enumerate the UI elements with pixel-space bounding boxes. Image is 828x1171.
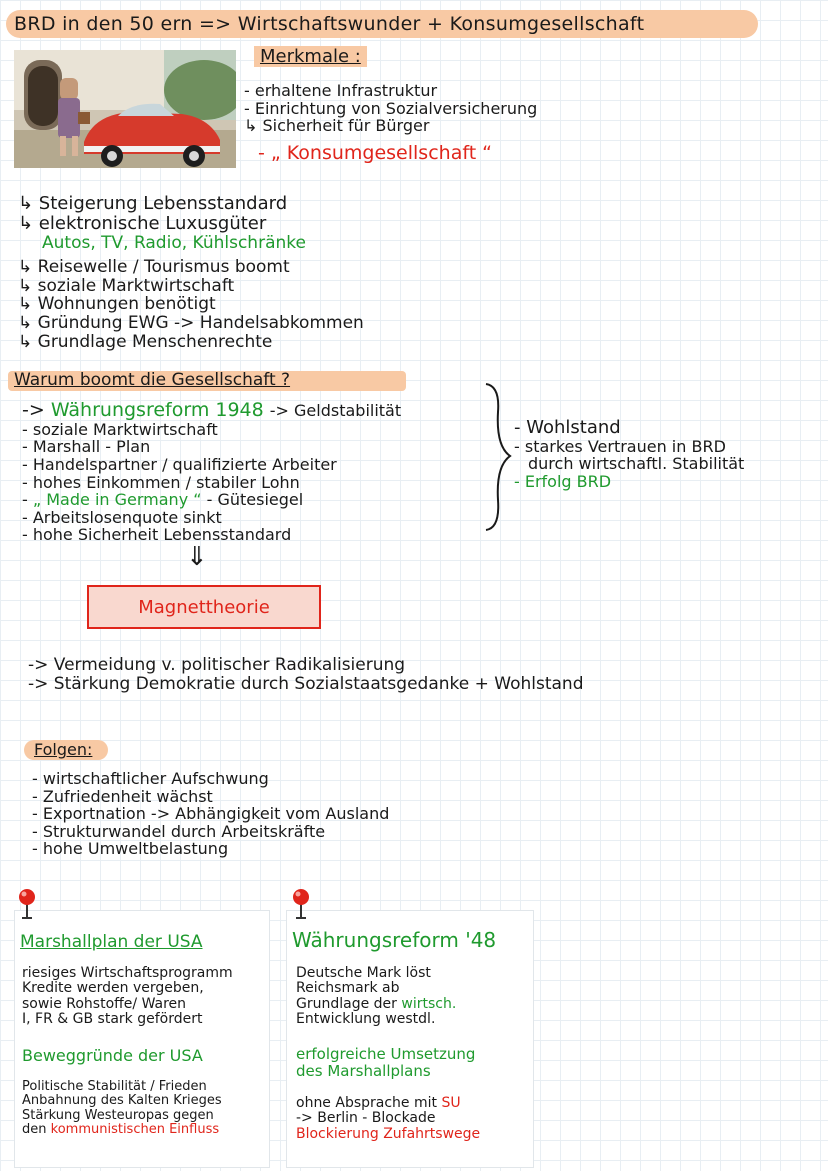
reasons-list [22, 400, 401, 544]
vintage-car-photo [14, 50, 236, 168]
warum-heading: Warum boomt die Gesellschaft ? [14, 370, 291, 390]
folgen-list [32, 770, 389, 858]
waehrungsreform-text [296, 966, 456, 1028]
pushpin-icon [290, 888, 312, 922]
list-item: ↳ Gründung EWG -> Handelsabkommen [18, 313, 364, 334]
list-item [22, 400, 401, 421]
text-line: I, FR & GB stark gefördert [22, 1011, 203, 1028]
dash: - [22, 490, 28, 510]
made-in-germany: „ Made in Germany “ [32, 490, 202, 510]
list-item: ↳ Reisewelle / Tourismus boomt [18, 257, 290, 277]
marshallplan-title: Marshallplan der USA [20, 932, 203, 952]
list-item: - Strukturwandel durch Arbeitskräfte [32, 821, 326, 841]
text-line: Reichsmark ab [296, 980, 400, 997]
text-line: erfolgreiche Umsetzung [296, 1045, 476, 1063]
list-item: - Erfolg BRD [514, 471, 612, 491]
list-item: - hohe Umweltbelastung [32, 839, 229, 859]
vermeidung-list [28, 656, 584, 693]
merkmale-list [244, 82, 537, 135]
list-item: - Einrichtung von Sozialversicherung [244, 98, 538, 118]
beweggruende-subtitle: Beweggründe der USA [22, 1046, 203, 1065]
text-line: sowie Rohstoffe/ Waren [22, 995, 187, 1012]
guetesiegel: - Gütesiegel [206, 490, 304, 510]
pushpin-icon [16, 888, 38, 922]
text-line: Entwicklung westdl. [296, 1011, 436, 1028]
waehrungsreform-title: Währungsreform '48 [292, 928, 497, 952]
arrow: -> [22, 399, 45, 421]
list-item: ↳ Wohnungen benötigt [18, 294, 216, 315]
list-item: ↳ Grundlage Menschenrechte [18, 331, 273, 352]
list-item: - Marshall - Plan [22, 437, 151, 457]
text-prefix: ohne Absprache mit [296, 1095, 438, 1111]
text-line: Deutsche Mark löst [296, 965, 431, 981]
list-item: ↳ elektronische Luxusgüter [18, 212, 267, 234]
marshallplan-text [22, 966, 233, 1028]
text-line [22, 1123, 222, 1137]
blockade-text [296, 1096, 480, 1142]
list-item: - Zufriedenheit wächst [32, 786, 213, 806]
text-line: Blockierung Zufahrtswege [296, 1125, 481, 1142]
waehrungsreform-highlight: Währungsreform 1948 [50, 399, 264, 421]
text-prefix: Grundlage der [296, 995, 397, 1012]
text-prefix: den [22, 1121, 47, 1137]
list-item: - starkes Vertrauen in BRD [514, 436, 726, 456]
text-line: Politische Stabilität / Frieden [22, 1079, 207, 1094]
text-line: Stärkung Westeuropas gegen [22, 1107, 214, 1123]
list-item: durch wirtschaftl. Stabilität [528, 454, 745, 474]
text-line: des Marshallplans [296, 1061, 431, 1080]
list-item: - Exportnation -> Abhängigkeit vom Ausland [32, 804, 390, 824]
list-item: ↳ Sicherheit für Bürger [244, 116, 430, 136]
text-line: Anbahnung des Kalten Krieges [22, 1093, 222, 1109]
list-item: - Wohlstand [514, 417, 621, 438]
konsumgesellschaft-label: - „ Konsumgesellschaft “ [258, 142, 493, 164]
list-item: - erhaltene Infrastruktur [244, 81, 438, 100]
merkmale-heading: Merkmale : [254, 46, 367, 67]
list-item: ↳ Steigerung Lebensstandard [18, 193, 288, 214]
kommunistisch-highlight: kommunistischen Einfluss [50, 1121, 220, 1137]
beweggruende-text [22, 1080, 222, 1137]
list-item: -> Stärkung Demokratie durch Sozialstaatsgedanke + Wohlstand [28, 673, 584, 694]
text-line [296, 1096, 480, 1111]
text-line [296, 997, 456, 1012]
text-line: Kredite werden vergeben, [22, 980, 204, 997]
wirtsch-highlight: wirtsch. [401, 995, 457, 1012]
double-arrow-down-icon: ⇓ [186, 542, 208, 572]
list-item: - Arbeitslosenquote sinkt [22, 507, 222, 527]
page-title: BRD in den 50 ern => Wirtschaftswunder + Konsumgesellschaft [14, 13, 645, 35]
text-line: riesiges Wirtschaftsprogramm [22, 965, 233, 981]
tourismus-block [18, 258, 364, 351]
results-list [514, 418, 744, 491]
su-highlight: SU [441, 1095, 461, 1111]
list-item [22, 491, 401, 509]
folgen-heading: Folgen: [34, 740, 93, 759]
curly-brace-icon [482, 382, 512, 536]
list-item: - soziale Marktwirtschaft [22, 419, 218, 439]
list-item: - hohes Einkommen / stabiler Lohn [22, 472, 300, 492]
lebensstandard-block [18, 194, 306, 252]
list-item: -> Vermeidung v. politischer Radikalisierung [28, 655, 406, 675]
list-item: ↳ soziale Marktwirtschaft [18, 275, 235, 296]
list-item: Autos, TV, Radio, Kühlschränke [42, 232, 306, 253]
umsetzung-subtitle [296, 1046, 475, 1079]
list-item: - hohe Sicherheit Lebensstandard [22, 525, 292, 545]
geldstabilitaet: -> Geldstabilität [269, 401, 402, 420]
list-item: - Handelspartner / qualifizierte Arbeiter [22, 455, 337, 475]
magnettheorie-box: Magnettheorie [87, 585, 321, 629]
list-item: - wirtschaftlicher Aufschwung [32, 769, 269, 788]
text-line: -> Berlin - Blockade [296, 1110, 436, 1127]
